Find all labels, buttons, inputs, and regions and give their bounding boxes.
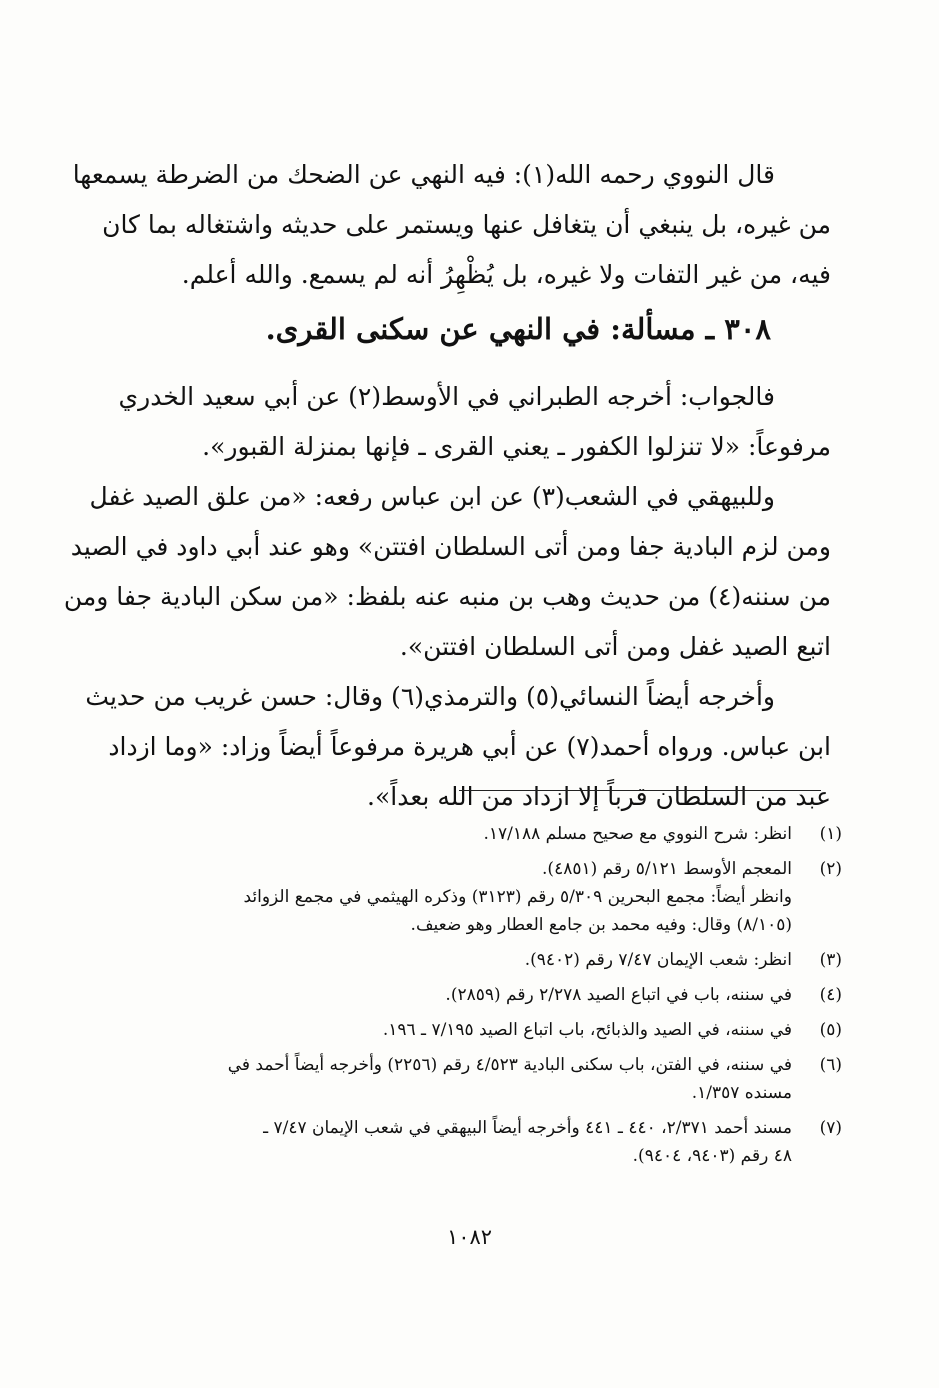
footnote-text: في سننه، في الصيد والذبائح، باب اتباع الصيد ٧/١٩٥ ـ ١٩٦. xyxy=(382,1020,792,1040)
text-line: اتبع الصيد غفل ومن أتى السلطان افتتن». xyxy=(399,632,831,661)
text-line: ابن عباس. ورواه أحمد(٧) عن أبي هريرة مرفوعاً أيضاً وزاد: «وما ازداد xyxy=(108,732,831,761)
text-line: من غيره، بل ينبغي أن يتغافل عنها ويستمر على حديثه واشتغاله بما كان xyxy=(102,210,831,239)
footnote-text: ٤٨ رقم (٩٤٠٣، ٩٤٠٤). xyxy=(632,1146,792,1166)
footnotes xyxy=(96,820,842,1177)
text-line: فالجواب: أخرجه الطبراني في الأوسط(٢) عن أبي سعيد الخدري xyxy=(118,382,775,411)
question-heading: ٣٠٨ ـ مسألة: في النهي عن سكنى القرى. xyxy=(265,312,771,346)
footnote-text: انظر: شرح النووي مع صحيح مسلم ١٧/١٨٨. xyxy=(483,824,792,844)
footnote-1 xyxy=(96,820,842,848)
footnote-text: مسند أحمد ٢/٣٧١، ٤٤٠ ـ ٤٤١ وأخرجه أيضاً البيهقي في شعب الإيمان ٧/٤٧ ـ xyxy=(263,1118,792,1138)
text-line: من سننه(٤) من حديث وهب بن منبه عنه بلفظ: «من سكن البادية جفا ومن xyxy=(63,582,831,611)
footnote-2 xyxy=(96,855,842,939)
paragraph-nasai xyxy=(85,672,831,822)
footnote-6 xyxy=(96,1051,842,1107)
footnote-text: (٨/١٠٥) وقال: وفيه محمد بن جامع العطار وهو ضعيف. xyxy=(410,915,792,935)
footnote-text: في سننه، في الفتن، باب سكنى البادية ٤/٥٢٣ رقم (٢٢٥٦) وأخرجه أيضاً أحمد في xyxy=(227,1055,792,1075)
paragraph-nawawi xyxy=(72,150,831,300)
footnote-text: في سننه، باب في اتباع الصيد ٢/٢٧٨ رقم (٢٨٥٩). xyxy=(445,985,792,1005)
footnote-number: (٤) xyxy=(819,985,842,1005)
main-text xyxy=(63,150,831,822)
text-line: مرفوعاً: «لا تنزلوا الكفور ـ يعني القرى ـ فإنها بمنزلة القبور». xyxy=(202,432,831,461)
footnote-number: (٦) xyxy=(819,1055,842,1075)
text-line: عبد من السلطان قرباً إلا ازداد من الله بعداً». xyxy=(367,782,831,811)
footnote-number: (٥) xyxy=(819,1020,842,1040)
footnote-number: (٢) xyxy=(819,859,842,879)
paragraph-answer xyxy=(106,372,831,472)
footnote-number: (١) xyxy=(819,824,842,844)
footnote-separator xyxy=(459,790,821,791)
text-line: وللبيهقي في الشعب(٣) عن ابن عباس رفعه: «من علق الصيد غفل xyxy=(89,482,775,511)
footnote-5 xyxy=(96,1016,842,1044)
footnote-number: (٣) xyxy=(819,950,842,970)
paragraph-bayhaqi xyxy=(63,472,831,672)
footnote-7 xyxy=(96,1114,842,1170)
text-line: ومن لزم البادية جفا ومن أتى السلطان افتتن» وهو عند أبي داود في الصيد xyxy=(70,532,831,561)
footnote-text: المعجم الأوسط ٥/١٢١ رقم (٤٨٥١). xyxy=(542,859,792,879)
footnote-text: انظر: شعب الإيمان ٧/٤٧ رقم (٩٤٠٢). xyxy=(524,950,792,970)
text-line: وأخرجه أيضاً النسائي(٥) والترمذي(٦) وقال: حسن غريب من حديث xyxy=(85,682,775,711)
text-line: فيه، من غير التفات ولا غيره، بل يُظْهِرُ أنه لم يسمع. والله أعلم. xyxy=(181,260,831,289)
footnote-text: مسنده ١/٣٥٧. xyxy=(691,1083,792,1103)
page-number: ١٠٨٢ xyxy=(446,1225,493,1249)
footnote-4 xyxy=(96,981,842,1009)
footnote-number: (٧) xyxy=(819,1118,842,1138)
footnote-3 xyxy=(96,946,842,974)
text-line: قال النووي رحمه الله(١): فيه النهي عن الضحك من الضرطة يسمعها xyxy=(72,160,775,189)
footnote-text: وانظر أيضاً: مجمع البحرين ٥/٣٠٩ رقم (٣١٢٣) وذكره الهيثمي في مجمع الزوائد xyxy=(243,887,792,907)
